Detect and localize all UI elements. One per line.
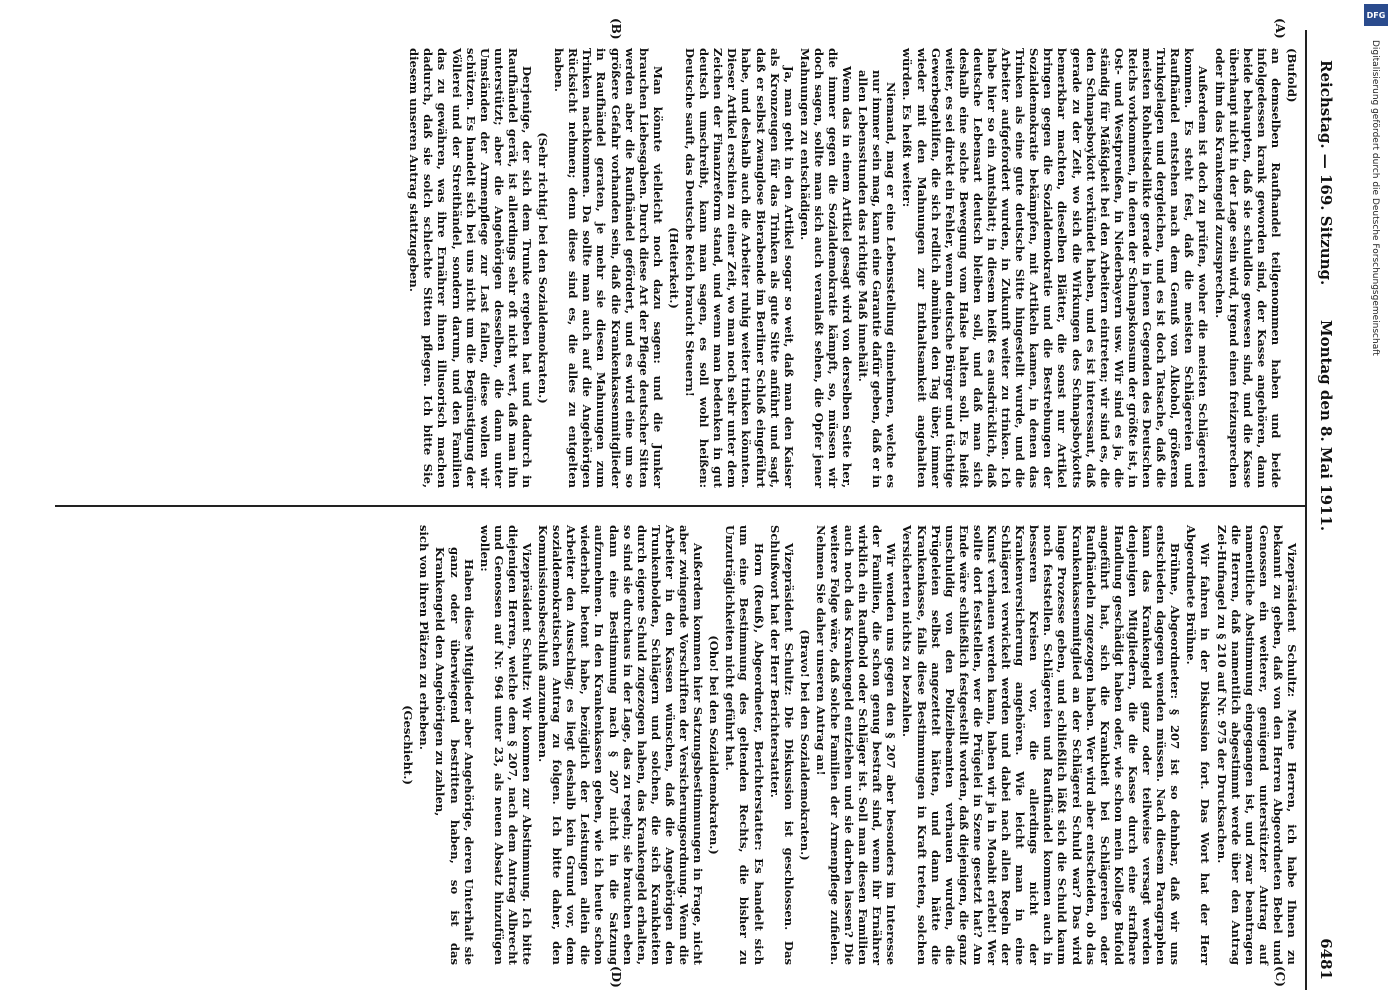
left-paragraph: (Sehr richtig! bei den Sozialdemokraten.) (536, 132, 551, 404)
right-paragraph: sich von ihren Plätzen zu erheben. (417, 525, 432, 750)
dfg-logo: DFG (1364, 4, 1388, 26)
left-paragraph: (Heiterkeit.) (666, 227, 681, 309)
right-paragraph: Horn (Reuß), Abgeordneter, Berichterstatter: Es handelt sich um eine Bestimmung des geltenden Rechts, die bisher zu Unzuträglichkeiten nicht geführt hat. (723, 525, 766, 965)
left-text-column (59, 48, 1299, 488)
left-paragraph: an demselben Raufhandel teilgenommen haben und beide infolgedessen krank geworden sind, der Kasse angehören, dann beide behaupten, daß sie schuldlos gewesen sind, und die Kasse überhaupt nicht in der Lage sein wird, irgend einen freizusprechen oder ihm das Krankengeld zuzusprechen. (1212, 48, 1283, 488)
column-divider (55, 505, 1305, 507)
right-paragraph: (Oho! bei den Sozialdemokraten.) (707, 635, 722, 855)
left-paragraph: Ja, man geht in den Artikel sogar so weit, daß man den Kaiser als Kronzeugen für das Trinken als gute Sitte anführt und sagt, daß er selbst zwanglose Bierabende im Berliner Schloß eingeführt habe, und deshalb auch die Arbeiter ruhig weiter trinken könnten. Dieser Artikel erschien zu einer Zeit, wo man noch sehr unter dem Zeichen der Finanzreform stand, und wenn man bedenken in gut deutsch umschreibt, kann man sagen, es soll wohl heißen: Deutsche sauft, das Deutsche Reich braucht Steuern! (683, 48, 796, 488)
left-paragraph: Wenn das in einem Artikel gesagt wird von derselben Seite her, die immer gegen die Sozialdemokratie kämpft, so, müssen wir doch sagen, sollte man sich auch veranlaßt sehen, die Opfer jener Mahnungen zu entschädigen. (797, 48, 855, 488)
right-paragraph: (Bravo! bei den Sozialdemokraten.) (797, 629, 812, 861)
right-paragraph: Vizepräsident Schultz: Meine Herren, ich habe Ihnen zu bekannt zu geben, daß von den Herren Abgeordneten Bebel und Genossen ein weiterer, genügend unterstützter Antrag auf namentliche Abstimmung eingegangen ist, und zwar beantragen die Herren, daß namentlich abgestimmt werde über den Antrag Zei-Hufnagel zu § 210 auf Nr. 975 der Drucksachen. (1214, 525, 1299, 965)
digitization-credit: Digitalisierung gefördert durch die Deutsche Forschungsgemeinschaft (1370, 40, 1380, 356)
left-paragraph: Außerdem ist doch zu prüfen, woher die meisten Schlägereien kommen. Es steht fest, daß die meisten Schlägereien und Raufhändel entstehen nach dem Genuß von Alkohol, größeren Trinkgelagen und dergleichen, und es ist doch Tatsache, daß die meisten Rohheitsdelikte gerade in jenen Gegenden des Deutschen Reichs vorkommen, in denen der Schnapskonsum der größte ist, in Ost- und Westpreußen, in Niederbayern usw. Wir sind es ja, die ständig für Mäßigkeit bei den Arbeitern eintreten; wir sind es, die den Schnapsboykott verkündet haben, und es ist interessant, daß gerade zu der Zeit, wo sich die Wirkungen des Schnapsboykotts bemerkbar machten, dieselben Blätter, die sonst nur Artikel bringen gegen die Sozialdemokratie und die Bestrebungen der Sozialdemokratie bekämpfen, mit Artikeln kamen, in denen das Trinken als eine gute deutsche Sitte hingestellt wurde, und die Arbeiter aufgefordert wurden, in Zukunft weiter zu trinken. Ich habe hier so ein Amtsblatt; in diesem heißt es ausdrücklich, daß deutsche Lebensart deutsch bleiben soll, und daß man sich deshalb eine solche Bewegung vom Halse halten soll. Es heißt weiter, es sei direkt ein Fehler, wenn deutsche Bürger und tüchtige Gewerbegehilfen, die sich redlich abmühen den Tag über, immer wieder mit den Mahnungen zur Enthaltsamkeit angehalten würden. Es heißt weiter: (900, 48, 1211, 488)
header-date: Montag den 8. Mai 1911. (1317, 320, 1335, 532)
margin-marker-a: (A) (1273, 18, 1287, 39)
credit-strip (1356, 0, 1386, 1000)
margin-marker-c: (C) (1273, 966, 1287, 987)
left-paragraph: (Bufold) (1285, 48, 1299, 103)
right-paragraph: Wir fahren in der Diskussion fort. Das Wort hat der Herr Abgeordnete Brühne. (1184, 525, 1213, 965)
left-paragraph: Niemand, mag er eine Lebensstellung einnehmen, welche es nur immer sein mag, kann eine Garantie dafür geben, daß er in allen Lebensstunden das richtige Maß innehält. (856, 70, 899, 488)
margin-marker-d: (D) (609, 966, 623, 988)
right-paragraph: Haben diese Mitglieder aber Angehörige, deren Unterhalt sie ganz oder überwiegend bestritten haben, so ist das Krankengeld den Angehörigen zu zahlen, (433, 547, 476, 965)
right-paragraph: Außerdem kommen hier Satzungsbestimmungen in Frage, nicht aber zwingende Vorschriften der Versicherungsordnung. Wenn die Arbeiter in den Kassen wünschen, daß die Angehörigen den Trunkenbolden, Schlägern und solchen, die sich Krankheiten durch eigene Schuld zugezogen haben, das Krankengeld erhalten, so sind sie durchaus in der Lage, das zu regeln; sie brauchen eben dann eine Bestimmung nach § 207 nicht in die Satzung aufzunehmen. In den Krankenkassen geben, wie ich heute schon wiederholt betont habe, bezüglich der Leistungen allein die Arbeiter den Ausschlag; es liegt deshalb kein Grund vor, dem sozialdemokratischen Antrag zu folgen. Ich bitte daher, den Kommissionsbeschluß anzunehmen. (536, 525, 706, 965)
header-rule (1305, 30, 1307, 990)
page-header (1309, 30, 1343, 990)
left-paragraph: Man könnte vielleicht noch dazu sagen: und die Junker brauchen Liebesgaben. Durch diese Art der Pflege deutscher Sitten werden aber die Raufhändel gefördert, und es wird eine um so größere Gefahr vorhanden sein, daß die Krankenkassenmitglieder in Raufhändel geraten, je mehr sie diesen Mahnungen zum Trinken nachkommen. Da sollte man auch auf die Angehörigen Rücksicht nehmen; denn diese sind es, die alles zu entgelten haben. (552, 48, 665, 488)
left-paragraph: Derjenige, der sich dem Trunke ergeben hat und dadurch in Raufhändel gerät, ist allerdings sehr oft nicht wert, daß man ihn unterstützt; aber die Angehörigen desselben, die dann unter Umständen der Armenpflege zur Last fallen, diese wollen wir schützen. Es handelt sich bei uns nicht um die Begünstigung der Völlerei und der Streithändel, sondern darum, und den Familien das zu gewähren, was ihre Ernährer ihnen illusorisch machen dadurch, daß sie solch schlechte Sitten pflegen. Ich bitte Sie, diesem unseren Antrag stattzugeben. (407, 48, 535, 488)
right-text-column (59, 525, 1299, 965)
right-paragraph: Vizepräsident Schultz: Die Diskussion ist geschlossen. Das Schlußwort hat der Herr Berichterstatter. (767, 525, 796, 965)
right-paragraph: (Geschieht.) (401, 705, 416, 785)
margin-marker-b: (B) (609, 18, 623, 40)
right-paragraph: Wir wenden uns gegen den § 207 aber besonders im Interesse der Familien, die schon genug bestraft sind, wenn ihr Ernährer wirklich ein Raufbold oder Schläger ist. Soll man diesen Familien auch noch das Krankengeld entziehen und sie darben lassen? Die weitere Folge wäre, daß solche Familien der Armenpflege zufielen. Nehmen Sie daher unseren Antrag an! (813, 525, 899, 965)
header-left: Reichstag. — 169. Sitzung. (1317, 60, 1335, 286)
right-paragraph: Vizepräsident Schultz: Wir kommen zur Abstimmung. Ich bitte diejenigen Herren, welche dem § 207, nach dem Antrag Albrecht und Genossen auf Nr. 964 unter 23, als neuen Absatz hinzufügen wollen: (477, 525, 535, 965)
right-paragraph: Brühne, Abgeordneter: § 207 ist so dehnbar, daß wir uns entschieden dagegen wenden müssen. Nach diesem Paragraphen kann das Krankengeld ganz oder teilweise versagt werden denjenigen Mitgliedern, die die Kasse durch eine strafbare Handlung geschädigt haben oder, wie schon mein Kollege Bufold angeführt hat, sich die Krankheit bei Schlägereien oder Raufhändeln zugezogen haben. Wer wird aber entscheiden, ob das Krankenkassenmitglied an der Schlägerei Schuld war? Das wird lange Prozesse geben, und schließlich läßt sich die Schuld kaum noch feststellen. Schlägereien und Raufhändel kommen auch in besseren Kreisen vor, die allerdings nicht der Krankenversicherung angehören. Wie leicht man in eine Schlägerei verwickelt werden und dabei nach allen Regeln der Kunst verhauen werden kann, haben wir ja in Moabit erlebt! Wer sollte dort feststellen, wer die Prügelei in Szene gesetzt hat? Am Ende wäre schließlich festgestellt worden, daß diejenigen, die ganz unschuldig von den Polizeibeamten verhauen wurden, die Prügeleien selbst angezettelt hätten, und dann hätte die Krankenkasse, falls diese Bestimmungen in Kraft treten, solchen Versicherten nichts zu bezahlen. (900, 525, 1183, 965)
page-number: 6481 (1317, 938, 1335, 980)
